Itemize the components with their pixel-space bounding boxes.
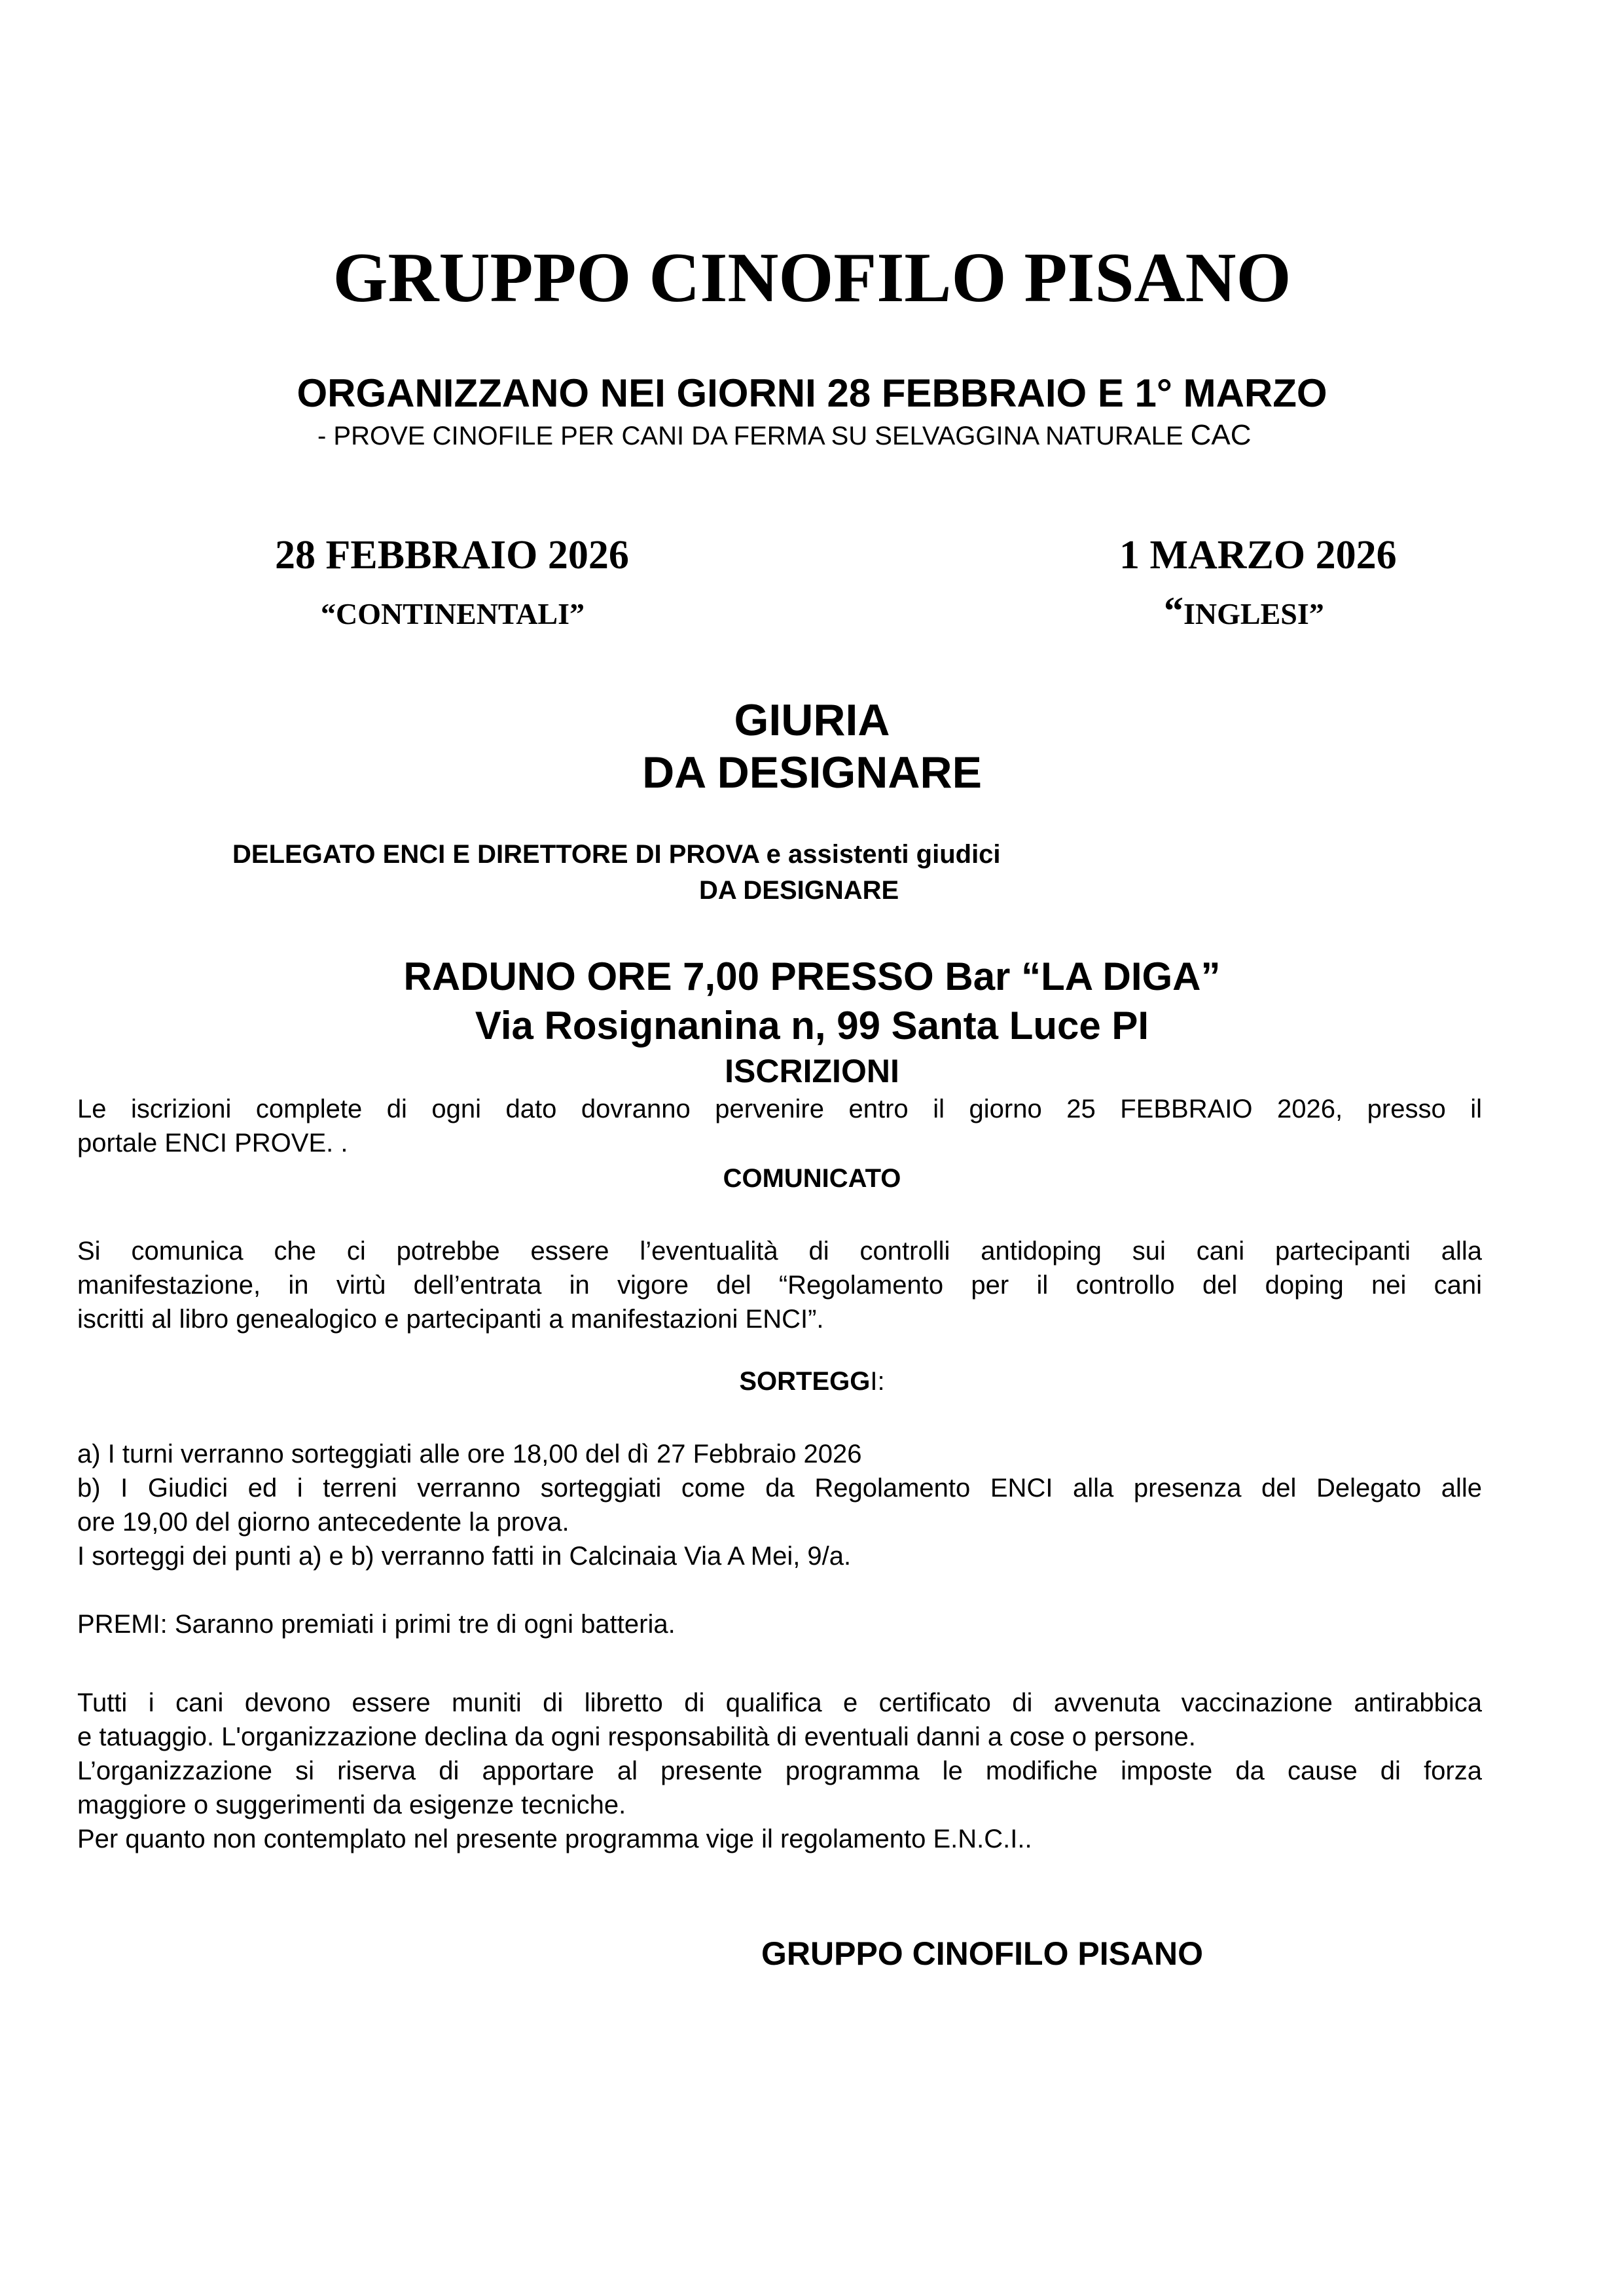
- paragraph-line: manifestazione, in virtù dell’entrata in vigore del “Regolamento per il controllo del doping nei cani: [77, 1271, 1482, 1300]
- paragraph-line: PREMI: Saranno premiati i primi tre di ogni batteria.: [77, 1610, 676, 1639]
- day-2-category-text: INGLESI”: [1183, 597, 1324, 630]
- jury-status: DA DESIGNARE: [642, 748, 982, 797]
- paragraph-line: maggiore o suggerimenti da esigenze tecniche.: [77, 1791, 626, 1819]
- list-item: a) I turni verranno sorteggiati alle ore 18,00 del dì 27 Febbraio 2026: [77, 1440, 862, 1468]
- event-description-suffix: CAC: [1190, 419, 1252, 451]
- paragraph-line: portale ENCI PROVE. .: [77, 1129, 348, 1157]
- signature: GRUPPO CINOFILO PISANO: [761, 1935, 1204, 1972]
- sorteggi-heading-bold: SORTEGG: [739, 1367, 871, 1396]
- delegate-status: DA DESIGNARE: [699, 876, 899, 905]
- event-description: [317, 419, 1252, 452]
- sorteggi-heading-rest: I:: [870, 1367, 885, 1396]
- event-subtitle: ORGANIZZANO NEI GIORNI 28 FEBBRAIO E 1° MARZO: [297, 371, 1327, 415]
- paragraph-line: L’organizzazione si riserva di apportare al presente programma le modifiche imposte da cause di forza: [77, 1757, 1482, 1785]
- day-2-category: [1164, 589, 1324, 636]
- premi-paragraph: [77, 1607, 1482, 1641]
- paragraph-line: Si comunica che ci potrebbe essere l’eventualità di controlli antidoping sui cani partecipanti alla: [77, 1237, 1482, 1266]
- paragraph-line: iscritti al libro genealogico e partecipanti a manifestazioni ENCI”.: [77, 1305, 824, 1334]
- day-2-date: 1 MARZO 2026: [1119, 533, 1397, 577]
- list-item: b) I Giudici ed i terreni verranno sorteggiati come da Regolamento ENCI alla presenza del Delegato alle: [77, 1474, 1482, 1503]
- sorteggi-heading: [0, 1365, 1624, 1398]
- sorteggi-paragraph: [77, 1437, 1482, 1573]
- paragraph-line: Le iscrizioni complete di ogni dato dovranno pervenire entro il giorno 25 FEBBRAIO 2026, presso il: [77, 1095, 1482, 1123]
- day-2-category-open-quote: “: [1164, 589, 1183, 632]
- iscrizioni-heading: ISCRIZIONI: [725, 1053, 899, 1089]
- day-1-category: “CONTINENTALI”: [321, 597, 585, 630]
- paragraph-line: I sorteggi dei punti a) e b) verranno fatti in Calcinaia Via A Mei, 9/a.: [77, 1542, 852, 1571]
- meeting-address: Via Rosignanina n, 99 Santa Luce PI: [475, 1004, 1149, 1048]
- page-title: GRUPPO CINOFILO PISANO: [333, 239, 1291, 317]
- paragraph-line: Tutti i cani devono essere muniti di libretto di qualifica e certificato di avvenuta vaccinazione antirabbica: [77, 1688, 1482, 1717]
- delegate-line: DELEGATO ENCI E DIRETTORE DI PROVA e assistenti giudici: [232, 840, 1001, 869]
- day-1-date: 28 FEBBRAIO 2026: [275, 533, 629, 577]
- comunicato-paragraph: [77, 1234, 1482, 1336]
- paragraph-line: Per quanto non contemplato nel presente programma vige il regolamento E.N.C.I..: [77, 1825, 1032, 1853]
- event-description-text: - PROVE CINOFILE PER CANI DA FERMA SU SELVAGGINA NATURALE: [317, 422, 1183, 450]
- paragraph-line: e tatuaggio. L'organizzazione declina da ogni responsabilità di eventuali danni a cose o persone.: [77, 1722, 1196, 1751]
- paragraph-line: ore 19,00 del giorno antecedente la prova.: [77, 1508, 569, 1537]
- iscrizioni-paragraph: [77, 1092, 1482, 1160]
- comunicato-heading: COMUNICATO: [723, 1164, 901, 1193]
- meeting-point: RADUNO ORE 7,00 PRESSO Bar “LA DIGA”: [403, 955, 1221, 998]
- jury-heading: GIURIA: [734, 695, 890, 745]
- rules-paragraph: [77, 1686, 1482, 1856]
